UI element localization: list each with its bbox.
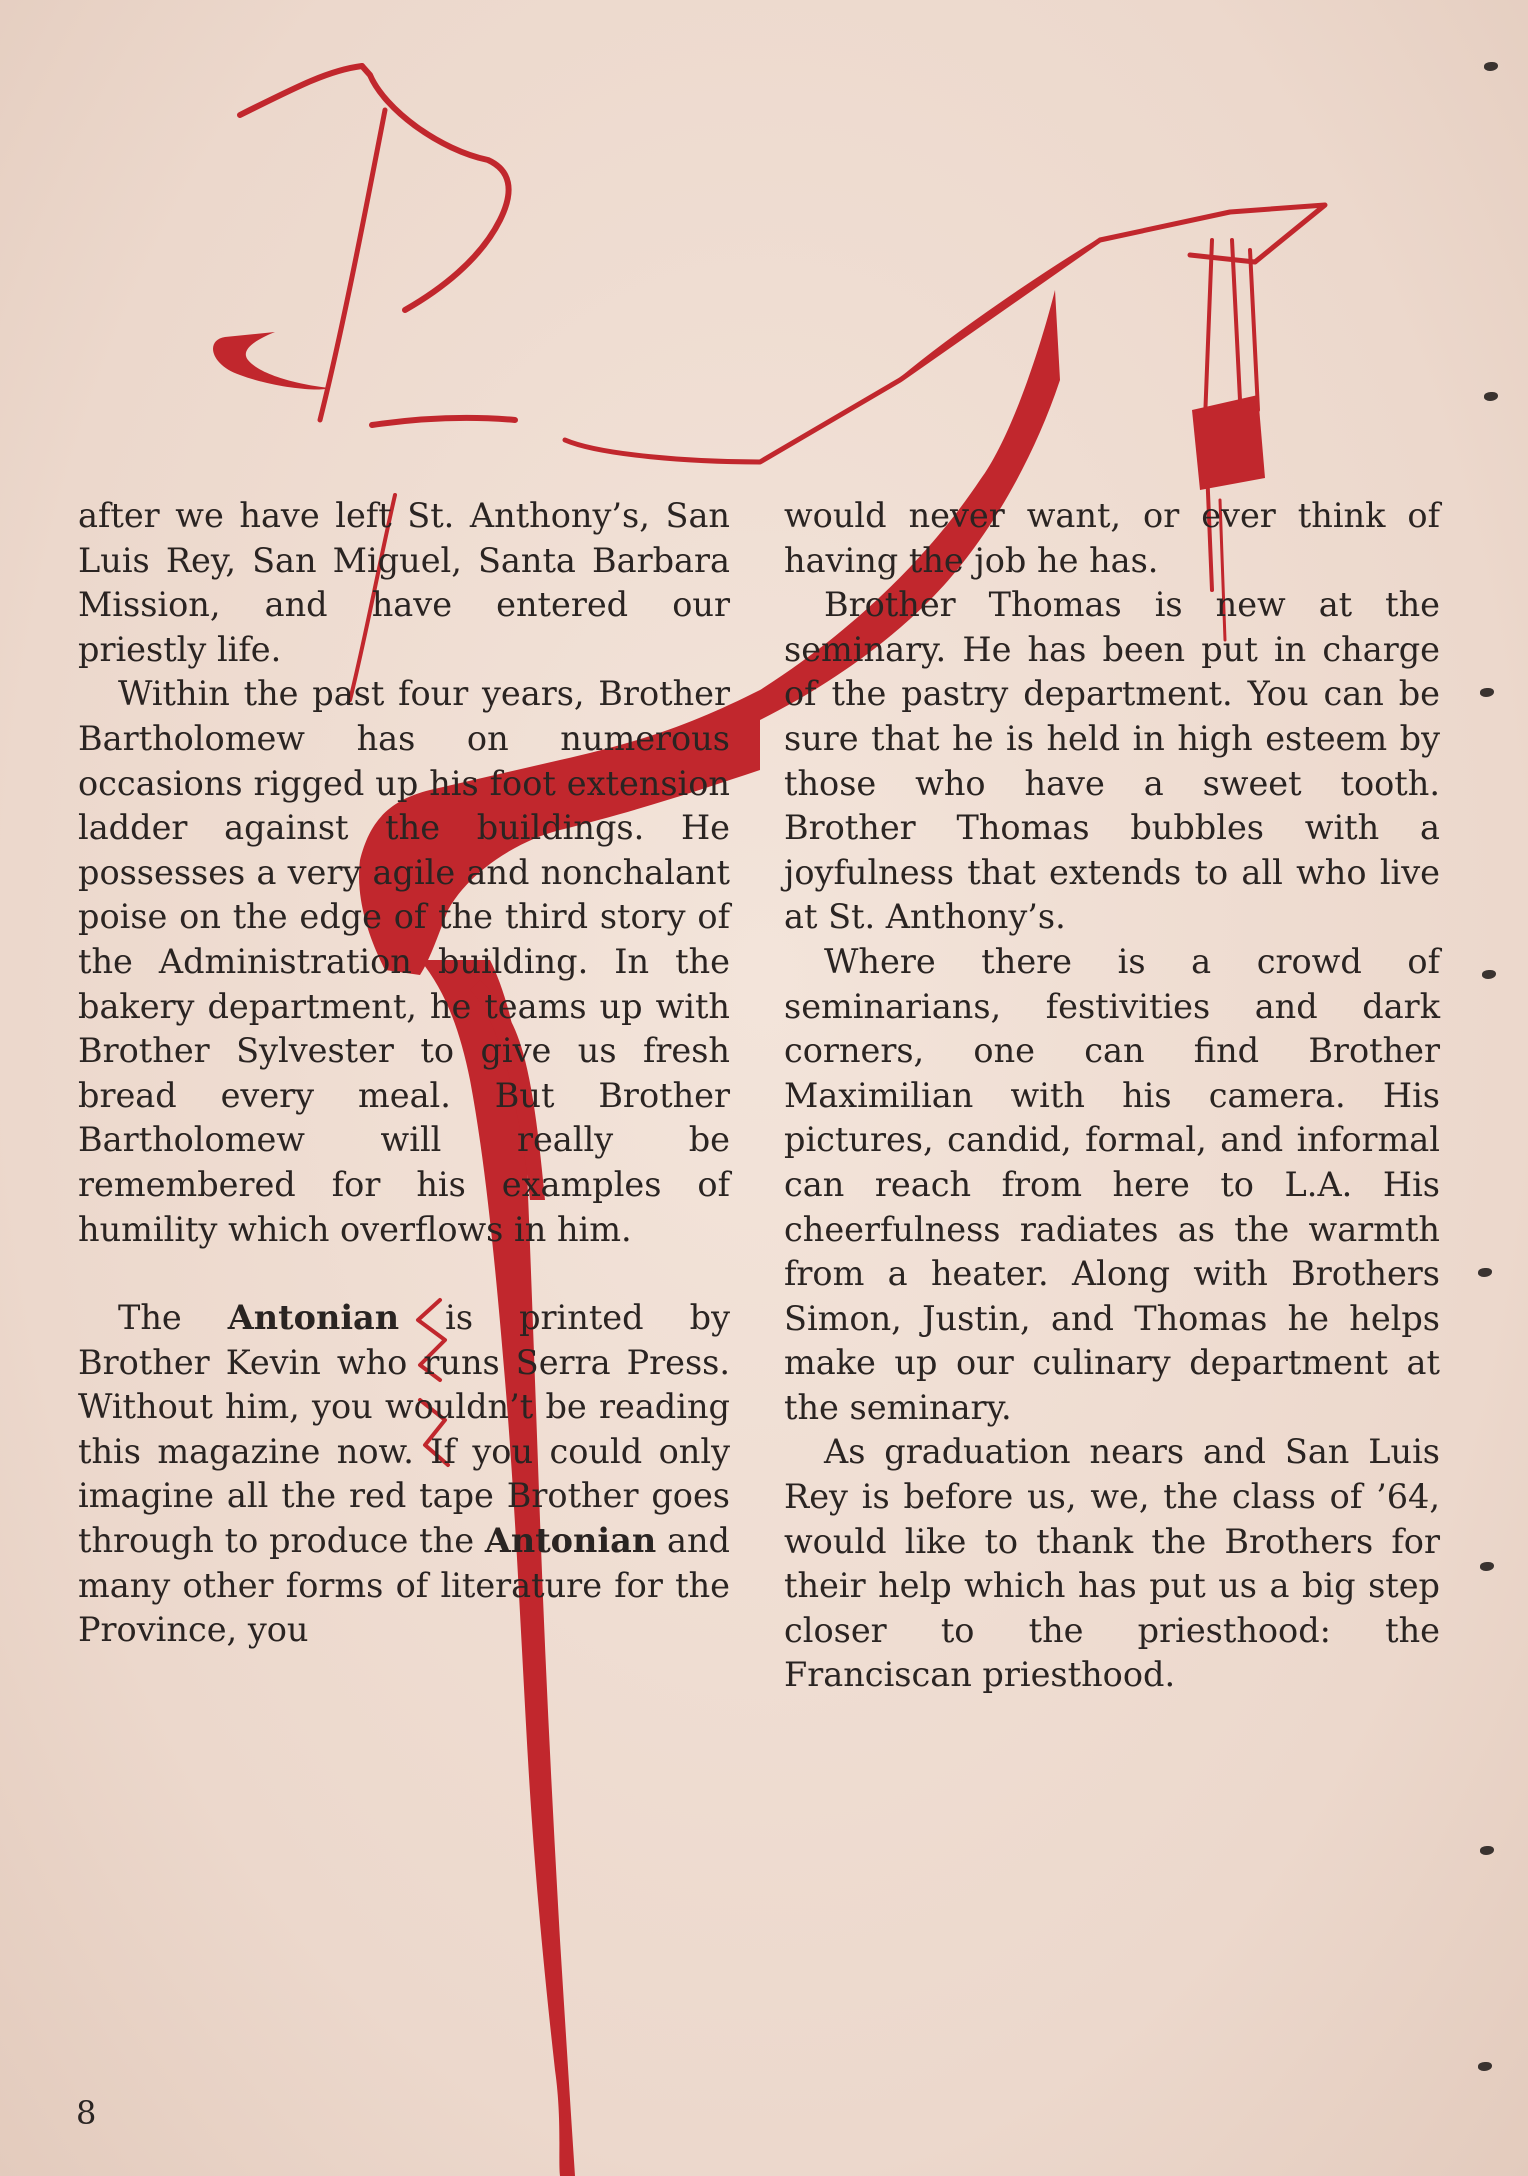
left-text-column [78,494,730,1653]
text-run: The [118,1298,228,1338]
paragraph: Brother Thomas is new at the seminary. He has been put in charge of the pastry department. You can be sure that he is held in high esteem by those who have a sweet tooth. Brother Thomas bubbles with a joyfulness that extends to all who live at St. Anthony’s. [784,585,1440,937]
right-text-column [784,494,1440,1698]
magazine-title: Antonian [484,1521,657,1561]
text-run: and many other forms of literature for the Province, you [78,1521,730,1650]
magazine-title: Antonian [227,1298,400,1338]
paragraph: Where there is a crowd of seminarians, festivities and dark corners, one can find Brother Maximilian with his camera. His pictures, candid, formal, and informal can reach from here to L.A. His cheerfulness radiates as the warmth from a heater. Along with Brothers Simon, Justin, and Thomas he helps make up our culinary department at the seminary. [784,941,1440,1427]
text-run: is printed by Brother Kevin who runs Serra Press. Without him, you wouldn’t be reading this magazine now. If you could only imagine all the red tape Brother goes through to produce the [78,1298,730,1561]
paragraph: Within the past four years, Brother Bartholomew has on numerous occasions rigged up his foot extension ladder against the buildings. He possesses a very agile and nonchalant poise on the edge of the third story of the Administration building. In the bakery department, he teams up with Brother Sylvester to give us fresh bread every meal. But Brother Bartholomew will really be remembered for his examples of humility which overflows in him. [78,674,730,1249]
paragraph [78,1296,730,1653]
paragraph: after we have left St. Anthony’s, San Luis Rey, San Miguel, Santa Barbara Mission, and have entered our priestly life. [78,496,730,669]
paragraph: As graduation nears and San Luis Rey is before us, we, the class of ’64, would like to thank the Brothers for their help which has put us a big step closer to the priesthood: the Franciscan priesthood. [784,1432,1440,1695]
page-number: 8 [76,2094,97,2132]
paragraph: would never want, or ever think of having the job he has. [784,496,1440,580]
